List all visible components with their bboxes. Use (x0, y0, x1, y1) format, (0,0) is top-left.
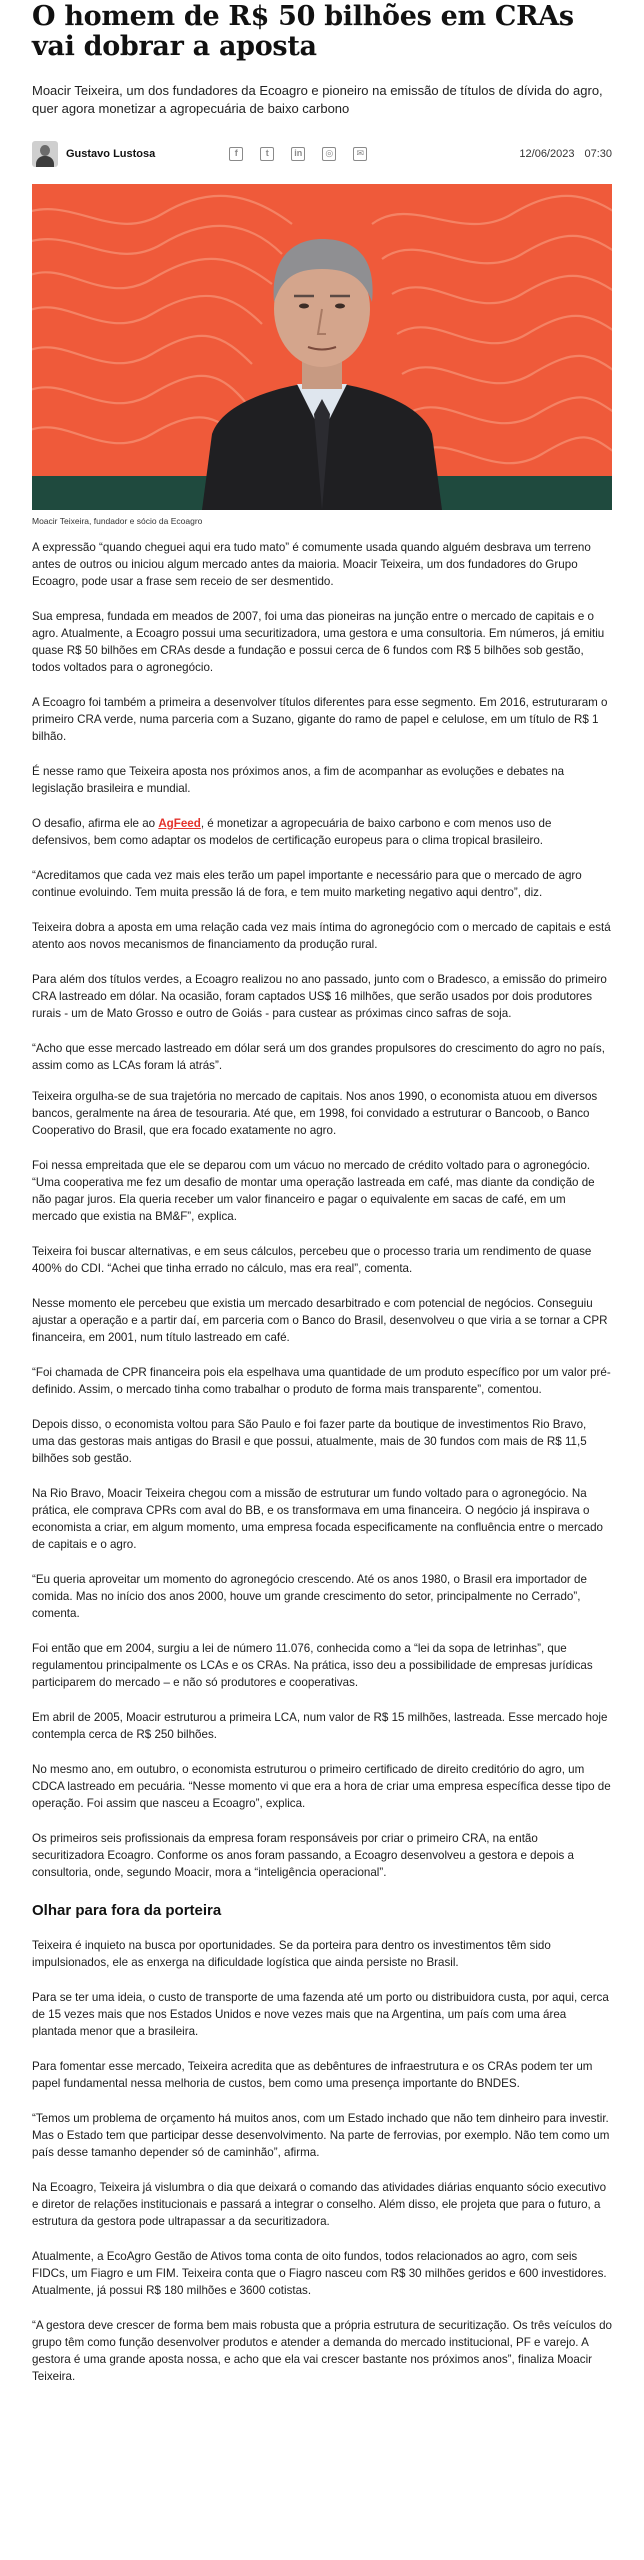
paragraph: A Ecoagro foi também a primeira a desenvolver títulos diferentes para esse segmento. Em 2016, estruturaram o primeiro CRA verde, numa parceria com a Suzano, gigante do ramo de papel e celulose, em um título de R$ 1 bilhão. (32, 696, 608, 743)
paragraph: Em abril de 2005, Moacir estruturou a primeira LCA, num valor de R$ 15 milhões, lastreada. Esse mercado hoje contempla cerca de R$ 250 bilhões. (32, 1711, 608, 1741)
hero-image (32, 184, 612, 510)
paragraph: A expressão “quando cheguei aqui era tudo mato” é comumente usada quando alguém desbrava um terreno antes de outros ou iniciou algum mercado antes da maioria. Moacir Teixeira, um dos fundadores do Grupo Ecoagro, pode usar a frase sem receio de ser desmentido. (32, 541, 591, 588)
email-icon[interactable]: ✉ (353, 147, 367, 161)
paragraph: Foi então que em 2004, surgiu a lei de número 11.076, conhecida como a “lei da sopa de letrinhas”, que regulamentou principalmente os LCAs e os CRAs. Na prática, isso deu a possibilidade de empresas jurídicas participarem do mercado – e não só produtores e cooperativas. (32, 1642, 593, 1689)
paragraph: Para além dos títulos verdes, a Ecoagro realizou no ano passado, junto com o Bradesco, a emissão do primeiro CRA lastreado em dólar. Na ocasião, foram captados US$ 16 milhões, que serão usados por dois produtores rurais - um de Mato Grosso e outro de Goiás - para custear as próximas cinco safras de soja. (32, 973, 607, 1020)
paragraph: Nesse momento ele percebeu que existia um mercado desarbitrado e com potencial de negócios. Conseguiu ajustar a operação e a partir daí, em parceria com o Banco do Brasil, desenvolveu o que viria a se tornar a CPR financeira, em 2001, num título lastreado em café. (32, 1297, 608, 1344)
agfeed-link[interactable]: AgFeed (158, 817, 201, 830)
paragraph-text: , é monetizar a agropecuária de baixo carbono e com menos uso de defensivos, bem como adaptar os modelos de certificação europeus para o clima tropical brasileiro. (32, 817, 552, 847)
paragraph: Teixeira orgulha-se de sua trajetória no mercado de capitais. Nos anos 1990, o economista atuou em diversos bancos, geralmente na área de tesouraria. Até que, em 1998, foi convidado a estruturar o Bancoob, o Banco Cooperativo do Brasil, que era focado exatamente no agro. (32, 1090, 598, 1137)
image-caption: Moacir Teixeira, fundador e sócio da Ecoagro (32, 516, 203, 526)
paragraph: “Acreditamos que cada vez mais eles terão um papel importante e necessário para que o mercado de agro continue evoluindo. Tem muita pressão lá de fora, e tem muito marketing negativo aqui dentro”, diz. (32, 869, 582, 899)
paragraph: “Acho que esse mercado lastreado em dólar será um dos grandes propulsores do crescimento do agro no país, assim como as LCAs foram lá atrás”. (32, 1042, 605, 1072)
publish-datetime (519, 148, 612, 160)
author-name[interactable]: Gustavo Lustosa (66, 148, 156, 160)
paragraph: “Foi chamada de CPR financeira pois ela espelhava uma quantidade de um produto específico por um valor pré-definido. Assim, o mercado tinha como trabalhar o produto de forma mais transparente”, comentou. (32, 1366, 611, 1396)
paragraph: Os primeiros seis profissionais da empresa foram responsáveis por criar o primeiro CRA, na então securitizadora Ecoagro. Conforme os anos foram passando, a Ecoagro desenvolveu a gestora e depois a consultoria, onde, segundo Moacir, mora a “inteligência operacional”. (32, 1832, 575, 1879)
paragraph: Sua empresa, fundada em meados de 2007, foi uma das pioneiras na junção entre o mercado de capitais e o agro. Atualmente, a Ecoagro possui uma securitizadora, uma gestora e uma consultoria. Em números, já emitiu quase R$ 50 bilhões em CRAs desde a fundação e possui cerca de 6 fundos com R$ 5 bilhões sob gestão, todos voltados para o agronegócio. (32, 610, 605, 674)
twitter-icon[interactable]: t (260, 147, 274, 161)
facebook-icon[interactable]: f (229, 147, 243, 161)
publish-date: 12/06/2023 (519, 148, 575, 160)
whatsapp-icon[interactable]: ◎ (322, 147, 336, 161)
paragraph: Na Rio Bravo, Moacir Teixeira chegou com a missão de estruturar um fundo voltado para o agronegócio. Na prática, ele comprava CPRs com aval do BB, e os transformava em uma financeira. O negócio já inspirava o economista a criar, em algum momento, uma empresa focada especificamente na confluência entre o mercado de capitais e o agro. (32, 1487, 603, 1551)
paragraph: No mesmo ano, em outubro, o economista estruturou o primeiro certificado de direito creditório do agro, um CDCA lastreado em pecuária. “Nesse momento vi que era a hora de criar uma empresa específica desse tipo de operação. Foi assim que nasceu a Ecoagro”, explica. (32, 1763, 611, 1810)
paragraph: Para se ter uma ideia, o custo de transporte de uma fazenda até um porto ou distribuidora custa, por aqui, cerca de 15 vezes mais que nos Estados Unidos e nove vezes mais que na Argentina, um país com uma área plantada menor que a brasileira. (32, 1991, 609, 2038)
publish-time: 07:30 (584, 148, 612, 160)
paragraph: Atualmente, a EcoAgro Gestão de Ativos toma conta de oito fundos, todos relacionados ao agro, com seis FIDCs, um Fiagro e um FIM. Teixeira conta que o Fiagro nasceu com R$ 30 milhões geridos e 600 investidores. Atualmente, já possui R$ 180 milhões e 3600 cotistas. (32, 2250, 607, 2297)
article-body (32, 539, 612, 2385)
paragraph: Foi nessa empreitada que ele se deparou com um vácuo no mercado de crédito voltado para o agronegócio. “Uma cooperativa me fez um desafio de montar uma operação lastreada em café, mas diante da condição de não pagar juros. Ela queria receber um valor financeiro e pagar o equivalente em sacas de café, em um mercado que existia na BM&F”, explica. (32, 1159, 595, 1223)
paragraph: Teixeira foi buscar alternativas, e em seus cálculos, percebeu que o processo traria um rendimento de quase 400% do CDI. “Achei que tinha errado no cálculo, mas era real”, comenta. (32, 1245, 592, 1275)
section-heading: Olhar para fora da porteira (32, 1902, 222, 1919)
paragraph-with-link (32, 815, 612, 849)
paragraph: “Eu queria aproveitar um momento do agronegócio crescendo. Até os anos 1980, o Brasil era importador de comida. Mas no início dos anos 2000, houve um grande crescimento do setor, principalmente no Cerrado”, comenta. (32, 1573, 587, 1620)
paragraph: Depois disso, o economista voltou para São Paulo e foi fazer parte da boutique de investimentos Rio Bravo, uma das gestoras mais antigas do Brasil e que possui, atualmente, mais de 30 fundos com mais de R$ 11,5 bilhões sob gestão. (32, 1418, 587, 1465)
paragraph-text: O desafio, afirma ele ao (32, 817, 159, 830)
share-bar (229, 147, 367, 161)
paragraph: É nesse ramo que Teixeira aposta nos próximos anos, a fim de acompanhar as evoluções e debates na legislação brasileira e mundial. (32, 765, 565, 795)
article-subtitle: Moacir Teixeira, um dos fundadores da Ecoagro e pioneiro na emissão de títulos de dívida do agro, quer agora monetizar a agropecuária de baixo carbono (32, 83, 603, 116)
linkedin-icon[interactable]: in (291, 147, 305, 161)
paragraph: “A gestora deve crescer de forma bem mais robusta que a própria estrutura de securitização. Os três veículos do grupo têm como função desenvolver produtos e atender a demanda do mercado institucional, PF e varejo. A gestora é uma grande aposta nossa, e acho que ela vai crescer bastante nos próximos anos”, finaliza Moacir Teixeira. (32, 2319, 612, 2383)
author-avatar (32, 141, 58, 167)
paragraph: “Temos um problema de orçamento há muitos anos, com um Estado inchado que não tem dinheiro para investir. Mas o Estado tem que participar desse desenvolvimento. Na parte de ferrovias, por exemplo. Não tem como um país desse tamanho depender só de caminhão”, afirma. (32, 2112, 610, 2159)
article-title: O homem de R$ 50 bilhões em CRAs vai dobrar a aposta (32, 1, 574, 62)
paragraph: Na Ecoagro, Teixeira já vislumbra o dia que deixará o comando das atividades diárias enquanto sócio executivo e diretor de relações institucionais e passará a integrar o conselho. Além disso, ele projeta que para o futuro, a estrutura da gestora pode ultrapassar a da securitizadora. (32, 2181, 607, 2228)
paragraph: Teixeira dobra a aposta em uma relação cada vez mais íntima do agronegócio com o mercado de capitais e está atento aos novos mecanismos de financiamento da produção rural. (32, 921, 611, 951)
paragraph: Para fomentar esse mercado, Teixeira acredita que as debêntures de infraestrutura e os CRAs podem ter um papel fundamental nessa melhoria de custos, bem como uma presença importante do BNDES. (32, 2060, 593, 2090)
paragraph: Teixeira é inquieto na busca por oportunidades. Se da porteira para dentro os investimentos têm sido impulsionados, ele as enxerga na dificuldade logística que ainda persiste no Brasil. (32, 1939, 551, 1969)
byline (32, 140, 612, 168)
